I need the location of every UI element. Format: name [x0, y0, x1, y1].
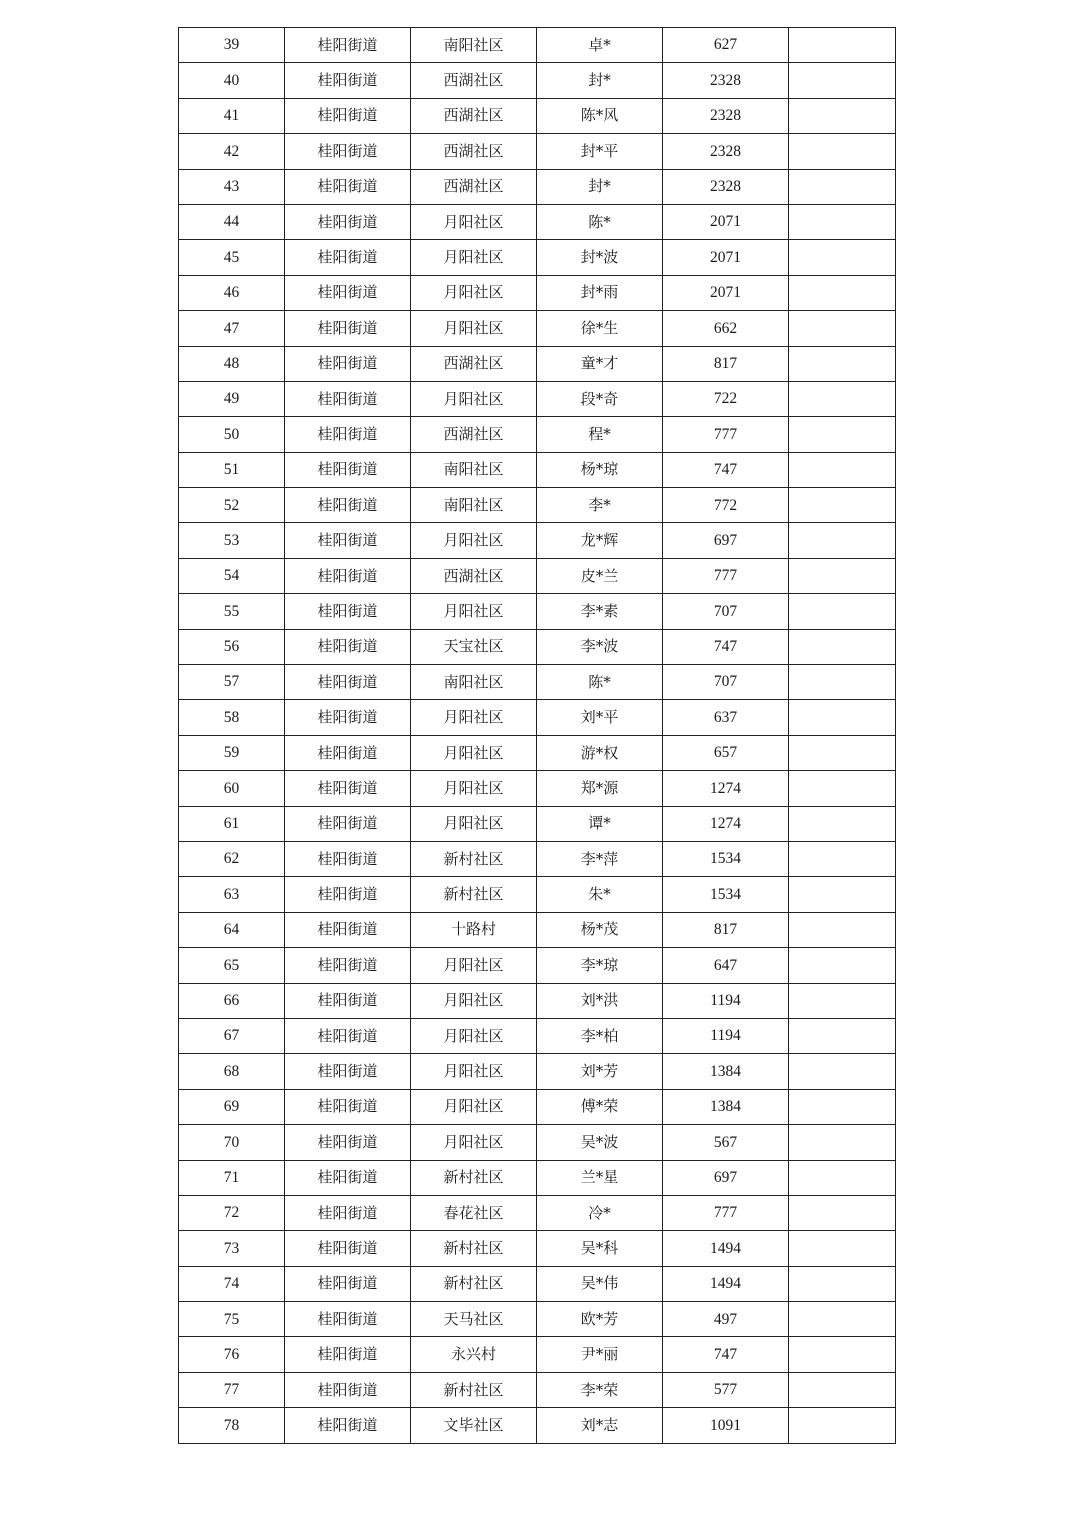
amount-cell: 722: [663, 381, 789, 416]
community-cell: 西湖社区: [411, 558, 537, 593]
community-cell: 新村社区: [411, 1372, 537, 1407]
row-number-cell: 56: [179, 629, 285, 664]
community-cell: 新村社区: [411, 877, 537, 912]
person-name-cell: 郑*源: [537, 771, 663, 806]
table-row: [179, 841, 896, 876]
amount-cell: 817: [663, 912, 789, 947]
person-name-cell: 李*素: [537, 594, 663, 629]
amount-cell: 1194: [663, 983, 789, 1018]
amount-cell: 707: [663, 665, 789, 700]
row-number-cell: 52: [179, 488, 285, 523]
person-name-cell: 陈*风: [537, 98, 663, 133]
note-cell: [789, 1018, 896, 1053]
person-name-cell: 杨*茂: [537, 912, 663, 947]
amount-cell: 1274: [663, 771, 789, 806]
note-cell: [789, 1054, 896, 1089]
community-cell: 南阳社区: [411, 665, 537, 700]
amount-cell: 1494: [663, 1266, 789, 1301]
table-row: [179, 700, 896, 735]
street-cell: 桂阳街道: [285, 877, 411, 912]
community-cell: 西湖社区: [411, 98, 537, 133]
table-row: [179, 735, 896, 770]
street-cell: 桂阳街道: [285, 488, 411, 523]
row-number-cell: 63: [179, 877, 285, 912]
community-cell: 西湖社区: [411, 169, 537, 204]
street-cell: 桂阳街道: [285, 735, 411, 770]
amount-cell: 747: [663, 452, 789, 487]
amount-cell: 772: [663, 488, 789, 523]
row-number-cell: 40: [179, 63, 285, 98]
amount-cell: 497: [663, 1302, 789, 1337]
person-name-cell: 刘*芳: [537, 1054, 663, 1089]
note-cell: [789, 629, 896, 664]
community-cell: 月阳社区: [411, 381, 537, 416]
row-number-cell: 58: [179, 700, 285, 735]
community-cell: 月阳社区: [411, 806, 537, 841]
person-name-cell: 傅*荣: [537, 1089, 663, 1124]
street-cell: 桂阳街道: [285, 841, 411, 876]
note-cell: [789, 948, 896, 983]
person-name-cell: 刘*平: [537, 700, 663, 735]
person-name-cell: 兰*星: [537, 1160, 663, 1195]
person-name-cell: 谭*: [537, 806, 663, 841]
person-name-cell: 刘*志: [537, 1408, 663, 1443]
amount-cell: 637: [663, 700, 789, 735]
street-cell: 桂阳街道: [285, 346, 411, 381]
street-cell: 桂阳街道: [285, 134, 411, 169]
row-number-cell: 76: [179, 1337, 285, 1372]
amount-cell: 647: [663, 948, 789, 983]
community-cell: 月阳社区: [411, 700, 537, 735]
note-cell: [789, 983, 896, 1018]
table-row: [179, 948, 896, 983]
street-cell: 桂阳街道: [285, 1089, 411, 1124]
note-cell: [789, 63, 896, 98]
row-number-cell: 68: [179, 1054, 285, 1089]
street-cell: 桂阳街道: [285, 98, 411, 133]
community-cell: 新村社区: [411, 1160, 537, 1195]
street-cell: 桂阳街道: [285, 169, 411, 204]
note-cell: [789, 841, 896, 876]
row-number-cell: 49: [179, 381, 285, 416]
note-cell: [789, 1195, 896, 1230]
note-cell: [789, 806, 896, 841]
community-cell: 南阳社区: [411, 488, 537, 523]
table-row: [179, 1160, 896, 1195]
row-number-cell: 54: [179, 558, 285, 593]
amount-cell: 1534: [663, 877, 789, 912]
table-row: [179, 594, 896, 629]
amount-cell: 627: [663, 28, 789, 63]
row-number-cell: 77: [179, 1372, 285, 1407]
amount-cell: 817: [663, 346, 789, 381]
note-cell: [789, 204, 896, 239]
person-name-cell: 李*琼: [537, 948, 663, 983]
amount-cell: 1194: [663, 1018, 789, 1053]
table-row: [179, 558, 896, 593]
person-name-cell: 卓*: [537, 28, 663, 63]
table-row: [179, 1054, 896, 1089]
person-name-cell: 吴*科: [537, 1231, 663, 1266]
note-cell: [789, 700, 896, 735]
note-cell: [789, 381, 896, 416]
street-cell: 桂阳街道: [285, 452, 411, 487]
note-cell: [789, 1160, 896, 1195]
table-row: [179, 381, 896, 416]
street-cell: 桂阳街道: [285, 1160, 411, 1195]
table-row: [179, 1302, 896, 1337]
amount-cell: 567: [663, 1125, 789, 1160]
note-cell: [789, 1408, 896, 1443]
table-row: [179, 665, 896, 700]
amount-cell: 777: [663, 1195, 789, 1230]
amount-cell: 2328: [663, 63, 789, 98]
row-number-cell: 73: [179, 1231, 285, 1266]
row-number-cell: 67: [179, 1018, 285, 1053]
note-cell: [789, 1302, 896, 1337]
note-cell: [789, 771, 896, 806]
street-cell: 桂阳街道: [285, 806, 411, 841]
table-row: [179, 1125, 896, 1160]
table-row: [179, 1372, 896, 1407]
row-number-cell: 39: [179, 28, 285, 63]
community-cell: 天马社区: [411, 1302, 537, 1337]
row-number-cell: 71: [179, 1160, 285, 1195]
row-number-cell: 55: [179, 594, 285, 629]
note-cell: [789, 275, 896, 310]
community-cell: 月阳社区: [411, 240, 537, 275]
amount-cell: 2071: [663, 275, 789, 310]
row-number-cell: 42: [179, 134, 285, 169]
street-cell: 桂阳街道: [285, 948, 411, 983]
note-cell: [789, 665, 896, 700]
note-cell: [789, 488, 896, 523]
amount-cell: 1091: [663, 1408, 789, 1443]
person-name-cell: 陈*: [537, 204, 663, 239]
table-row: [179, 1337, 896, 1372]
community-cell: 月阳社区: [411, 204, 537, 239]
amount-cell: 2071: [663, 240, 789, 275]
street-cell: 桂阳街道: [285, 771, 411, 806]
row-number-cell: 64: [179, 912, 285, 947]
street-cell: 桂阳街道: [285, 1372, 411, 1407]
note-cell: [789, 1231, 896, 1266]
note-cell: [789, 240, 896, 275]
street-cell: 桂阳街道: [285, 558, 411, 593]
table-row: [179, 912, 896, 947]
note-cell: [789, 735, 896, 770]
row-number-cell: 75: [179, 1302, 285, 1337]
amount-cell: 2071: [663, 204, 789, 239]
table-row: [179, 877, 896, 912]
amount-cell: 707: [663, 594, 789, 629]
table-row: [179, 1195, 896, 1230]
person-name-cell: 封*平: [537, 134, 663, 169]
note-cell: [789, 1089, 896, 1124]
amount-cell: 1384: [663, 1089, 789, 1124]
person-name-cell: 封*: [537, 169, 663, 204]
street-cell: 桂阳街道: [285, 63, 411, 98]
row-number-cell: 53: [179, 523, 285, 558]
community-cell: 月阳社区: [411, 523, 537, 558]
community-cell: 春花社区: [411, 1195, 537, 1230]
person-name-cell: 段*奇: [537, 381, 663, 416]
street-cell: 桂阳街道: [285, 1054, 411, 1089]
table-row: [179, 1231, 896, 1266]
row-number-cell: 69: [179, 1089, 285, 1124]
person-name-cell: 李*: [537, 488, 663, 523]
note-cell: [789, 417, 896, 452]
table-row: [179, 1266, 896, 1301]
table-row: [179, 1089, 896, 1124]
note-cell: [789, 912, 896, 947]
table-row: [179, 1408, 896, 1443]
note-cell: [789, 28, 896, 63]
table-row: [179, 204, 896, 239]
person-name-cell: 陈*: [537, 665, 663, 700]
person-name-cell: 龙*辉: [537, 523, 663, 558]
note-cell: [789, 311, 896, 346]
table-row: [179, 452, 896, 487]
row-number-cell: 45: [179, 240, 285, 275]
table-row: [179, 98, 896, 133]
person-name-cell: 游*权: [537, 735, 663, 770]
note-cell: [789, 594, 896, 629]
person-name-cell: 杨*琼: [537, 452, 663, 487]
note-cell: [789, 452, 896, 487]
row-number-cell: 62: [179, 841, 285, 876]
row-number-cell: 59: [179, 735, 285, 770]
person-name-cell: 封*雨: [537, 275, 663, 310]
street-cell: 桂阳街道: [285, 417, 411, 452]
street-cell: 桂阳街道: [285, 1231, 411, 1266]
amount-cell: 662: [663, 311, 789, 346]
amount-cell: 577: [663, 1372, 789, 1407]
person-name-cell: 吴*伟: [537, 1266, 663, 1301]
note-cell: [789, 1266, 896, 1301]
community-cell: 南阳社区: [411, 28, 537, 63]
amount-cell: 2328: [663, 169, 789, 204]
street-cell: 桂阳街道: [285, 983, 411, 1018]
street-cell: 桂阳街道: [285, 28, 411, 63]
row-number-cell: 48: [179, 346, 285, 381]
community-cell: 十路村: [411, 912, 537, 947]
amount-cell: 1534: [663, 841, 789, 876]
person-name-cell: 尹*丽: [537, 1337, 663, 1372]
row-number-cell: 50: [179, 417, 285, 452]
community-cell: 月阳社区: [411, 983, 537, 1018]
community-cell: 月阳社区: [411, 594, 537, 629]
row-number-cell: 74: [179, 1266, 285, 1301]
table-row: [179, 28, 896, 63]
amount-cell: 1274: [663, 806, 789, 841]
community-cell: 西湖社区: [411, 134, 537, 169]
table-row: [179, 346, 896, 381]
row-number-cell: 57: [179, 665, 285, 700]
note-cell: [789, 558, 896, 593]
note-cell: [789, 134, 896, 169]
row-number-cell: 66: [179, 983, 285, 1018]
community-cell: 西湖社区: [411, 417, 537, 452]
street-cell: 桂阳街道: [285, 1195, 411, 1230]
note-cell: [789, 523, 896, 558]
person-name-cell: 李*萍: [537, 841, 663, 876]
street-cell: 桂阳街道: [285, 523, 411, 558]
table-row: [179, 240, 896, 275]
person-name-cell: 封*波: [537, 240, 663, 275]
community-cell: 月阳社区: [411, 1089, 537, 1124]
row-number-cell: 43: [179, 169, 285, 204]
street-cell: 桂阳街道: [285, 1266, 411, 1301]
table-row: [179, 771, 896, 806]
person-name-cell: 吴*波: [537, 1125, 663, 1160]
amount-cell: 657: [663, 735, 789, 770]
community-cell: 新村社区: [411, 841, 537, 876]
note-cell: [789, 1372, 896, 1407]
community-cell: 南阳社区: [411, 452, 537, 487]
amount-cell: 2328: [663, 134, 789, 169]
amount-cell: 697: [663, 523, 789, 558]
community-cell: 月阳社区: [411, 1054, 537, 1089]
amount-cell: 2328: [663, 98, 789, 133]
table-row: [179, 275, 896, 310]
person-name-cell: 徐*生: [537, 311, 663, 346]
table-row: [179, 1018, 896, 1053]
table-row: [179, 63, 896, 98]
street-cell: 桂阳街道: [285, 275, 411, 310]
street-cell: 桂阳街道: [285, 1337, 411, 1372]
community-cell: 月阳社区: [411, 1018, 537, 1053]
street-cell: 桂阳街道: [285, 240, 411, 275]
community-cell: 新村社区: [411, 1231, 537, 1266]
community-cell: 永兴村: [411, 1337, 537, 1372]
community-cell: 西湖社区: [411, 63, 537, 98]
person-name-cell: 李*柏: [537, 1018, 663, 1053]
community-cell: 月阳社区: [411, 275, 537, 310]
table-row: [179, 134, 896, 169]
row-number-cell: 51: [179, 452, 285, 487]
row-number-cell: 46: [179, 275, 285, 310]
amount-cell: 777: [663, 417, 789, 452]
person-name-cell: 朱*: [537, 877, 663, 912]
street-cell: 桂阳街道: [285, 912, 411, 947]
street-cell: 桂阳街道: [285, 1018, 411, 1053]
community-cell: 月阳社区: [411, 735, 537, 770]
note-cell: [789, 346, 896, 381]
note-cell: [789, 98, 896, 133]
row-number-cell: 44: [179, 204, 285, 239]
street-cell: 桂阳街道: [285, 1125, 411, 1160]
roster-table-body: [179, 28, 896, 1444]
table-row: [179, 806, 896, 841]
table-row: [179, 311, 896, 346]
person-name-cell: 程*: [537, 417, 663, 452]
row-number-cell: 61: [179, 806, 285, 841]
row-number-cell: 47: [179, 311, 285, 346]
amount-cell: 777: [663, 558, 789, 593]
community-cell: 新村社区: [411, 1266, 537, 1301]
street-cell: 桂阳街道: [285, 665, 411, 700]
table-row: [179, 629, 896, 664]
street-cell: 桂阳街道: [285, 629, 411, 664]
row-number-cell: 70: [179, 1125, 285, 1160]
community-cell: 月阳社区: [411, 771, 537, 806]
table-row: [179, 523, 896, 558]
row-number-cell: 65: [179, 948, 285, 983]
street-cell: 桂阳街道: [285, 700, 411, 735]
person-name-cell: 封*: [537, 63, 663, 98]
row-number-cell: 72: [179, 1195, 285, 1230]
amount-cell: 1384: [663, 1054, 789, 1089]
note-cell: [789, 877, 896, 912]
note-cell: [789, 169, 896, 204]
person-name-cell: 冷*: [537, 1195, 663, 1230]
street-cell: 桂阳街道: [285, 594, 411, 629]
community-cell: 文毕社区: [411, 1408, 537, 1443]
community-cell: 月阳社区: [411, 311, 537, 346]
row-number-cell: 41: [179, 98, 285, 133]
person-name-cell: 童*才: [537, 346, 663, 381]
table-row: [179, 417, 896, 452]
community-cell: 月阳社区: [411, 1125, 537, 1160]
table-row: [179, 983, 896, 1018]
table-row: [179, 488, 896, 523]
street-cell: 桂阳街道: [285, 1408, 411, 1443]
person-name-cell: 李*荣: [537, 1372, 663, 1407]
street-cell: 桂阳街道: [285, 311, 411, 346]
amount-cell: 747: [663, 1337, 789, 1372]
street-cell: 桂阳街道: [285, 204, 411, 239]
person-name-cell: 皮*兰: [537, 558, 663, 593]
amount-cell: 747: [663, 629, 789, 664]
street-cell: 桂阳街道: [285, 381, 411, 416]
row-number-cell: 78: [179, 1408, 285, 1443]
amount-cell: 1494: [663, 1231, 789, 1266]
amount-cell: 697: [663, 1160, 789, 1195]
table-row: [179, 169, 896, 204]
community-cell: 月阳社区: [411, 948, 537, 983]
roster-table: [178, 27, 896, 1444]
row-number-cell: 60: [179, 771, 285, 806]
person-name-cell: 欧*芳: [537, 1302, 663, 1337]
person-name-cell: 李*波: [537, 629, 663, 664]
street-cell: 桂阳街道: [285, 1302, 411, 1337]
community-cell: 天宝社区: [411, 629, 537, 664]
note-cell: [789, 1337, 896, 1372]
person-name-cell: 刘*洪: [537, 983, 663, 1018]
community-cell: 西湖社区: [411, 346, 537, 381]
note-cell: [789, 1125, 896, 1160]
